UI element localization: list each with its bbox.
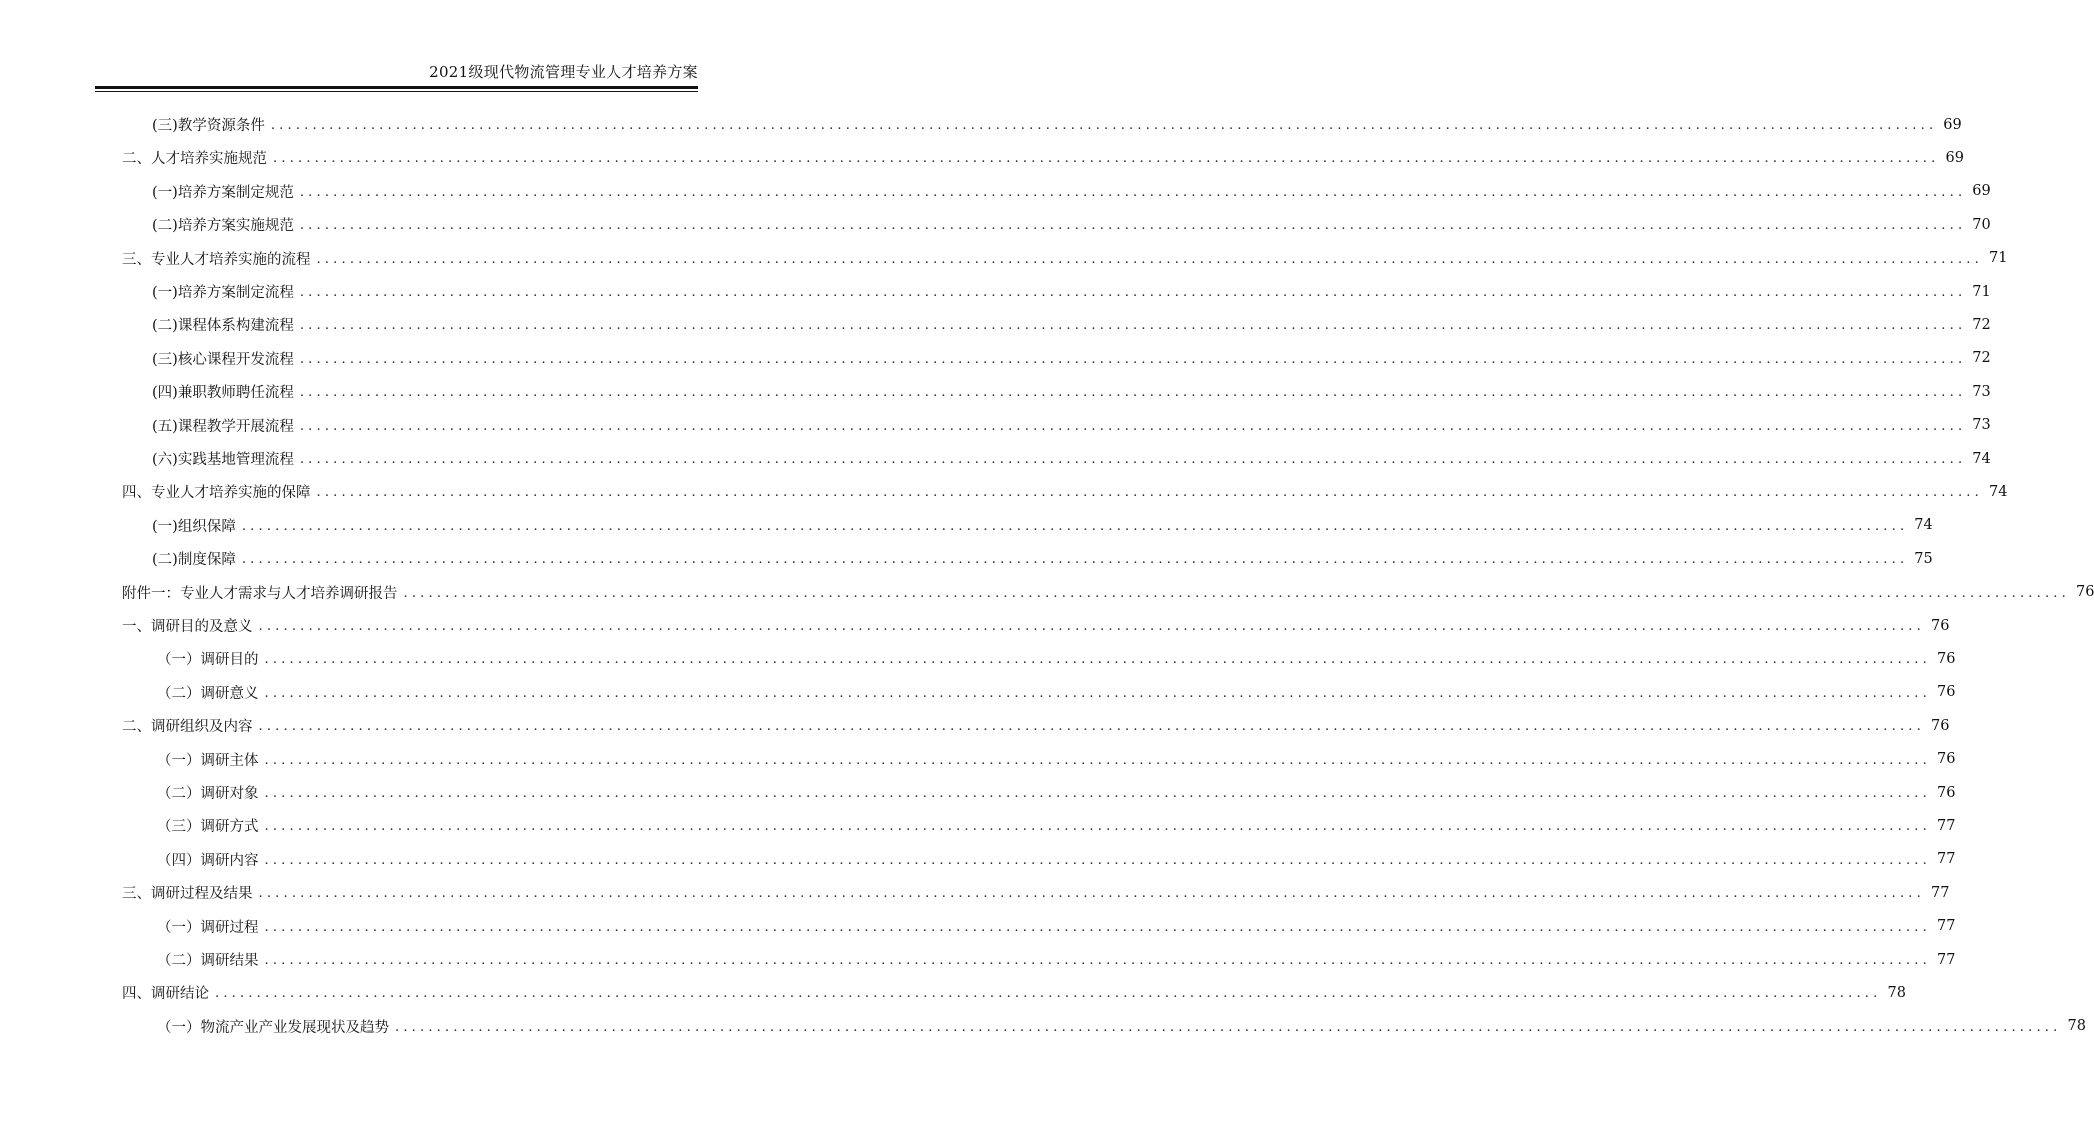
toc-entry-page-number: 74 <box>1914 517 1933 534</box>
toc-leader-dots: ........................................................................................................................................................................................................ <box>299 452 1967 467</box>
toc-entry-label: 三、专业人才培养实施的流程 <box>122 251 311 268</box>
toc-entry-label: （一）调研主体 <box>157 752 259 769</box>
toc-entry[interactable] <box>122 242 2008 275</box>
toc-entry[interactable] <box>157 809 1956 842</box>
toc-entry[interactable] <box>122 475 2008 508</box>
toc-entry[interactable] <box>157 943 1956 976</box>
toc-entry-page-number: 69 <box>1943 116 1962 133</box>
toc-leader-dots: ........................................................................................................................................................................................................ <box>403 585 2070 601</box>
toc-entry[interactable] <box>152 542 1933 575</box>
toc-leader-dots: ........................................................................................................................................................................................................ <box>264 786 1931 801</box>
toc-leader-dots: ........................................................................................................................................................................................................ <box>299 318 1967 334</box>
toc-entry[interactable] <box>157 843 1956 876</box>
toc-entry[interactable] <box>152 208 1991 241</box>
toc-entry-page-number: 69 <box>1972 183 1991 200</box>
toc-entry-label: 四、专业人才培养实施的保障 <box>122 485 311 502</box>
toc-entry-label: （一）调研目的 <box>157 652 259 669</box>
toc-entry[interactable] <box>122 876 1950 909</box>
toc-entry-page-number: 71 <box>1972 283 1991 300</box>
toc-leader-dots: ........................................................................................................................................................................................................ <box>316 485 1983 501</box>
toc-leader-dots: ........................................................................................................................................................................................................ <box>241 518 1909 534</box>
toc-entry-page-number: 76 <box>2075 584 2094 601</box>
toc-entry-label: 四、调研结论 <box>122 986 209 1003</box>
toc-leader-dots: ........................................................................................................................................................................................................ <box>395 1019 2062 1035</box>
toc-entry-label: (二)制度保障 <box>152 552 236 569</box>
toc-entry[interactable] <box>157 743 1956 776</box>
toc-entry-page-number: 77 <box>1936 951 1956 968</box>
toc-entry-page-number: 72 <box>1972 316 1991 333</box>
toc-entry-page-number: 78 <box>2067 1018 2086 1035</box>
toc-entry-page-number: 76 <box>1936 751 1956 768</box>
toc-entry[interactable] <box>122 141 1964 174</box>
toc-entry[interactable] <box>157 910 1956 943</box>
toc-entry-page-number: 70 <box>1972 216 1991 233</box>
toc-entry-label: （二）调研结果 <box>157 953 259 969</box>
toc-leader-dots: ........................................................................................................................................................................................................ <box>264 852 1931 868</box>
toc-entry-page-number: 76 <box>1936 684 1956 701</box>
toc-entry-label: (五)课程教学开展流程 <box>152 418 294 435</box>
toc-leader-dots: ........................................................................................................................................................................................................ <box>264 953 1931 968</box>
toc-entry-label: 三、调研过程及结果 <box>122 886 253 903</box>
page-header <box>95 62 698 82</box>
toc-entry-label: (一)培养方案制定规范 <box>152 184 294 201</box>
toc-entry-label: (一)培养方案制定流程 <box>152 285 294 301</box>
toc-entry-page-number: 73 <box>1972 417 1991 434</box>
header-title: 2021级现代物流管理专业人才培养方案 <box>429 63 698 81</box>
toc-entry-label: 二、调研组织及内容 <box>122 719 253 736</box>
toc-entry-page-number: 77 <box>1930 884 1950 901</box>
toc-entry[interactable] <box>157 776 1956 809</box>
toc-entry-label: 二、人才培养实施规范 <box>122 151 267 168</box>
toc-entry-page-number: 78 <box>1887 984 1906 1001</box>
toc-entry-label: (一)组织保障 <box>152 518 236 535</box>
toc-leader-dots: ........................................................................................................................................................................................................ <box>273 151 1940 167</box>
toc-leader-dots: ........................................................................................................................................................................................................ <box>258 619 1925 634</box>
toc-entry-page-number: 76 <box>1930 617 1950 634</box>
toc-entry[interactable] <box>157 676 1956 709</box>
toc-leader-dots: ........................................................................................................................................................................................................ <box>270 118 1938 133</box>
toc-entry-label: （一）调研过程 <box>157 919 259 936</box>
toc-entry-page-number: 76 <box>1936 650 1956 667</box>
toc-entry-label: (二)培养方案实施规范 <box>152 218 294 235</box>
toc-entry-label: 附件一：专业人才需求与人才培养调研报告 <box>122 585 398 602</box>
toc-leader-dots: ........................................................................................................................................................................................................ <box>299 351 1967 367</box>
toc-leader-dots: ........................................................................................................................................................................................................ <box>264 752 1931 768</box>
toc-leader-dots: ........................................................................................................................................................................................................ <box>264 919 1931 935</box>
toc-entry-page-number: 77 <box>1936 817 1956 834</box>
toc-entry-page-number: 74 <box>1988 483 2008 500</box>
toc-entry[interactable] <box>152 175 1991 208</box>
toc-entry[interactable] <box>152 275 1991 308</box>
toc-leader-dots: ........................................................................................................................................................................................................ <box>299 218 1967 234</box>
toc-leader-dots: ........................................................................................................................................................................................................ <box>258 886 1925 902</box>
toc-entry-page-number: 71 <box>1988 250 2008 267</box>
header-rule-thin <box>95 91 698 92</box>
toc-entry[interactable] <box>152 509 1933 542</box>
toc-leader-dots: ........................................................................................................................................................................................................ <box>299 418 1967 434</box>
toc-entry-page-number: 76 <box>1936 784 1956 801</box>
toc-entry[interactable] <box>152 108 1962 141</box>
toc-entry-label: （二）调研对象 <box>157 786 259 802</box>
toc-entry-page-number: 72 <box>1972 350 1991 367</box>
header-rule-thick <box>95 86 698 89</box>
toc-entry[interactable] <box>152 409 1991 442</box>
toc-entry[interactable] <box>152 308 1991 341</box>
toc-entry[interactable] <box>157 1010 2086 1043</box>
toc-leader-dots: ........................................................................................................................................................................................................ <box>316 251 1983 267</box>
toc-entry-page-number: 69 <box>1945 149 1964 166</box>
toc-entry-label: （四）调研内容 <box>157 852 259 869</box>
toc-entry-label: （一）物流产业产业发展现状及趋势 <box>157 1019 389 1036</box>
toc-entry[interactable] <box>122 976 1906 1009</box>
toc-entry-page-number: 74 <box>1972 450 1991 467</box>
toc-entry-page-number: 77 <box>1936 918 1956 935</box>
toc-entry-label: (四)兼职教师聘任流程 <box>152 385 294 402</box>
toc-leader-dots: ........................................................................................................................................................................................................ <box>264 652 1931 668</box>
toc-leader-dots: ........................................................................................................................................................................................................ <box>264 685 1931 701</box>
toc-entry-label: (六)实践基地管理流程 <box>152 452 294 468</box>
toc-leader-dots: ........................................................................................................................................................................................................ <box>264 819 1931 835</box>
toc-leader-dots: ........................................................................................................................................................................................................ <box>299 285 1967 300</box>
toc-entry-label: (三)教学资源条件 <box>152 118 265 134</box>
toc-entry[interactable] <box>122 709 1950 742</box>
toc-entry[interactable] <box>152 442 1991 475</box>
toc-entry-page-number: 73 <box>1972 383 1991 400</box>
toc-entry-label: （二）调研意义 <box>157 685 259 702</box>
toc-entry-page-number: 76 <box>1930 717 1950 734</box>
toc-entry-label: （三）调研方式 <box>157 819 259 836</box>
toc-entry[interactable] <box>122 609 1950 642</box>
toc-entry-page-number: 77 <box>1936 851 1956 868</box>
toc-leader-dots: ........................................................................................................................................................................................................ <box>215 986 1882 1002</box>
toc-leader-dots: ........................................................................................................................................................................................................ <box>299 184 1967 200</box>
toc-leader-dots: ........................................................................................................................................................................................................ <box>258 719 1925 735</box>
toc-entry[interactable] <box>152 375 1991 408</box>
toc-entry[interactable] <box>152 342 1991 375</box>
toc-leader-dots: ........................................................................................................................................................................................................ <box>299 385 1967 401</box>
toc-entry[interactable] <box>122 576 2094 609</box>
toc-entry-label: 一、调研目的及意义 <box>122 619 253 635</box>
toc-entry-page-number: 75 <box>1914 550 1933 567</box>
toc-entry[interactable] <box>157 642 1956 675</box>
toc-entry-label: (三)核心课程开发流程 <box>152 351 294 368</box>
toc-leader-dots: ........................................................................................................................................................................................................ <box>241 552 1909 568</box>
toc-entry-label: (二)课程体系构建流程 <box>152 318 294 335</box>
